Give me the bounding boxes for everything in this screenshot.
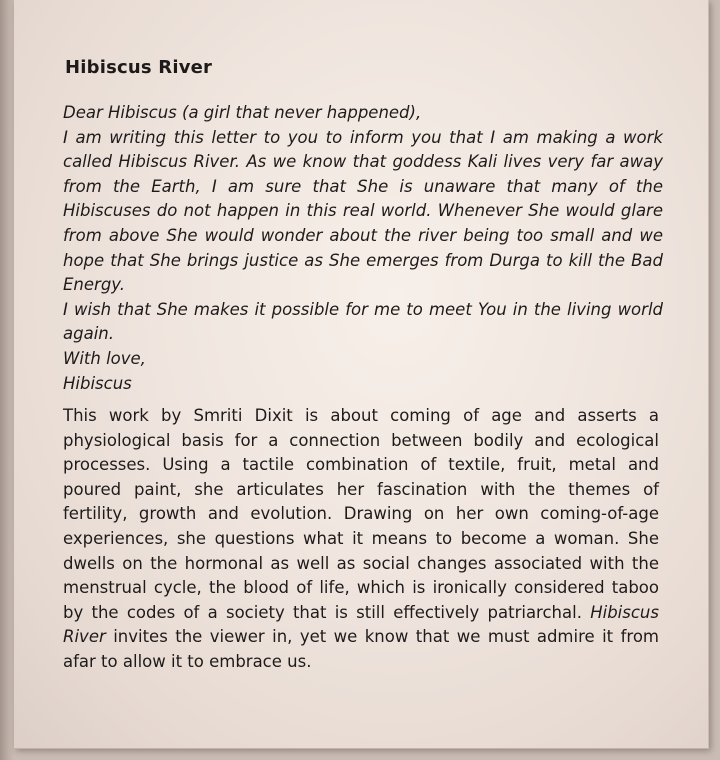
letter-text — [63, 101, 663, 396]
letter-closing: With love, — [63, 348, 146, 368]
letter-paragraph-2: I wish that She makes it possible for me to meet You in the living world again. — [63, 299, 663, 344]
letter-paragraph-1: I am writing this letter to you to inform you that I am making a work called Hibiscus River. As we know that goddess Kali lives very far away from the Earth, I am sure that She is unaware that many of the Hibiscuses do not happen in this real world. Whenever She would glare from above She would wonder about the river being too small and we hope that She brings justice as She emerges from Durga to kill the Bad Energy. — [63, 127, 663, 295]
description-text-main: This work by Smriti Dixit is about coming of age and asserts a physiological basis for a connection between bodily and ecological processes. Using a tactile combination of textile, fruit, metal and poured paint, she articulates her fascination with the themes of fertility, growth and evolution. Drawing on her own coming-of-age experiences, she questions what it means to become a woman. She dwells on the hormonal as well as social changes associated with the menstrual cycle, the blood of life, which is ironically considered taboo by the codes of a society that is still effectively patriarchal. — [63, 406, 659, 622]
letter-signature: Hibiscus — [63, 373, 132, 393]
description-text-end: invites the viewer in, yet we know that we must admire it from afar to allow it to embrace us. — [63, 627, 659, 671]
artwork-description — [63, 404, 659, 675]
description-work-title: Hibiscus River — [63, 602, 659, 647]
letter-salutation: Dear Hibiscus (a girl that never happened), — [63, 103, 422, 122]
exhibition-label-card — [14, 0, 709, 749]
description-paragraph — [63, 404, 659, 675]
artwork-title: Hibiscus River — [65, 57, 213, 78]
